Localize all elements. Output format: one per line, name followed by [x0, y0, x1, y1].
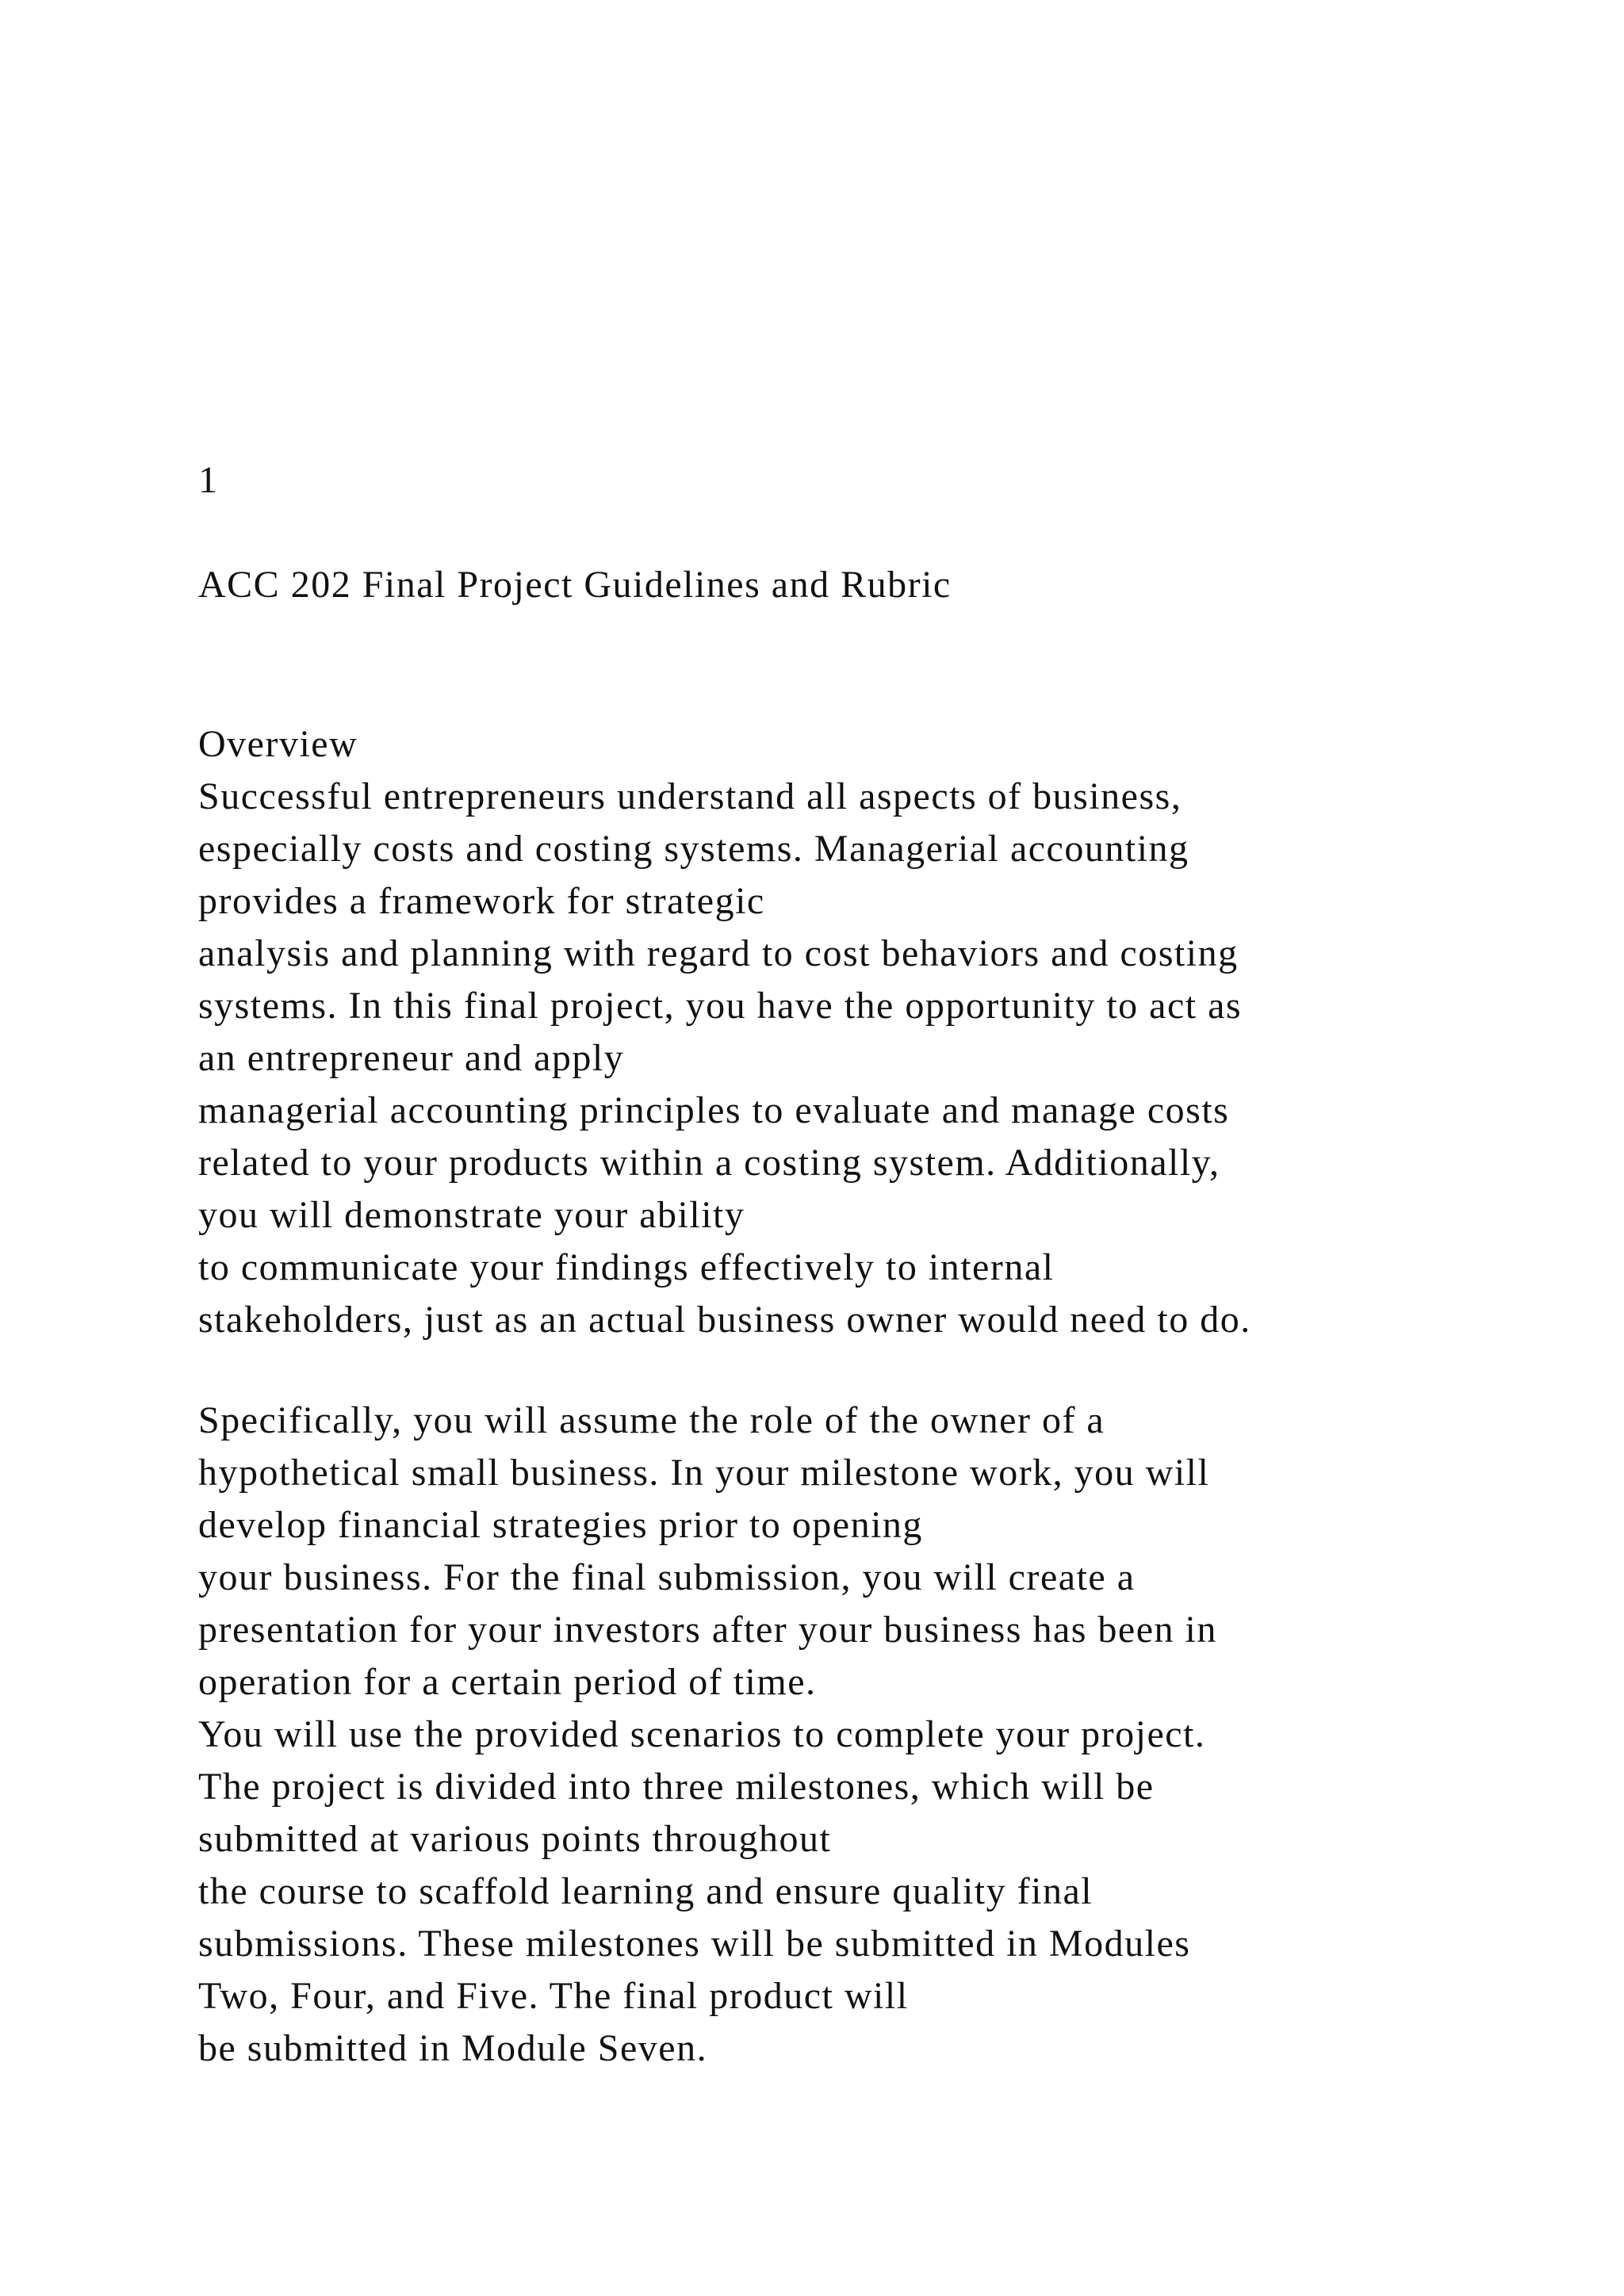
paragraph-line: submissions. These milestones will be submitted in Modules [198, 1923, 1191, 1965]
paragraph-line: stakeholders, just as an actual business owner would need to do. [198, 1299, 1251, 1341]
paragraph-line: The project is divided into three milestones, which will be [198, 1766, 1155, 1808]
paragraph-line: You will use the provided scenarios to complete your project. [198, 1713, 1206, 1755]
paragraph-line: systems. In this final project, you have the opportunity to act as [198, 985, 1243, 1027]
paragraph-line: analysis and planning with regard to cost behaviors and costing [198, 932, 1239, 974]
paragraph-line: provides a framework for strategic [198, 880, 765, 922]
paragraph-line: to communicate your findings effectively to internal [198, 1246, 1055, 1288]
paragraph-line: Two, Four, and Five. The final product will [198, 1975, 909, 2017]
paragraph-line: your business. For the final submission, you will create a [198, 1556, 1136, 1598]
paragraph-line: operation for a certain period of time. [198, 1661, 817, 1703]
paragraph-line: be submitted in Module Seven. [198, 2027, 708, 2069]
paragraph-line: related to your products within a costing system. Additionally, [198, 1142, 1220, 1184]
paragraph-line: especially costs and costing systems. Managerial accounting [198, 828, 1189, 870]
document-title: ACC 202 Final Project Guidelines and Rubric [198, 564, 952, 606]
paragraph-line: an entrepreneur and apply [198, 1037, 625, 1079]
paragraph-line: you will demonstrate your ability [198, 1194, 745, 1236]
section-heading: Overview [198, 723, 358, 765]
specifics-paragraph [198, 1395, 1483, 2075]
paragraph-line: hypothetical small business. In your milestone work, you will [198, 1452, 1210, 1494]
page-number: 1 [198, 459, 219, 501]
paragraph-line: Specifically, you will assume the role of the owner of a [198, 1399, 1105, 1441]
paragraph-line: managerial accounting principles to evaluate and manage costs [198, 1089, 1230, 1131]
overview-section [198, 718, 1483, 1346]
paragraph-line: the course to scaffold learning and ensure quality final [198, 1870, 1094, 1912]
paragraph-line: Successful entrepreneurs understand all aspects of business, [198, 775, 1182, 817]
paragraph-line: submitted at various points throughout [198, 1818, 832, 1860]
paragraph-line: develop financial strategies prior to opening [198, 1504, 923, 1546]
paragraph-line: presentation for your investors after your business has been in [198, 1609, 1217, 1651]
